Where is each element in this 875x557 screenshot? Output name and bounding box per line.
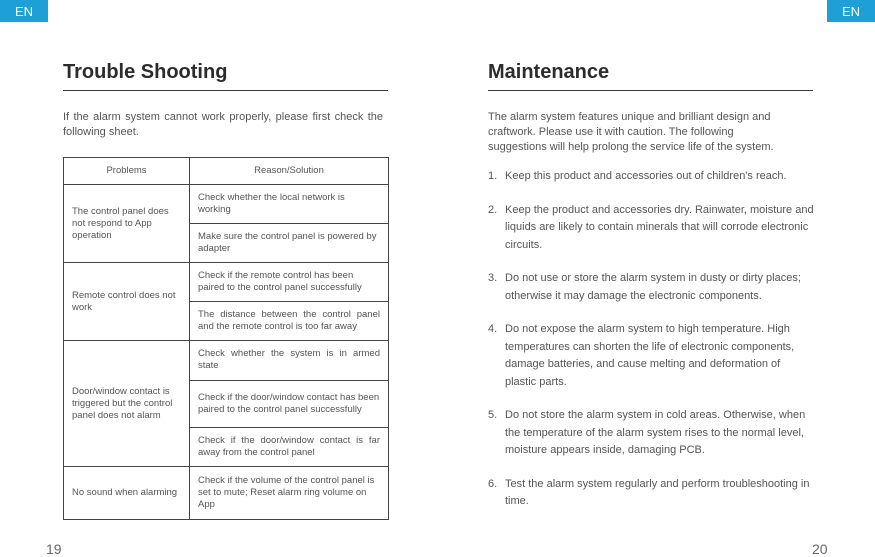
problem-cell: The control panel does not respond to App operation — [64, 185, 190, 263]
list-item — [488, 476, 814, 511]
column-header-reason-solution: Reason/Solution — [190, 158, 389, 185]
title-divider-right — [488, 90, 813, 91]
list-item-text: Test the alarm system regularly and perform troubleshooting in time. — [505, 477, 810, 507]
list-item — [488, 270, 814, 305]
table-row — [64, 263, 389, 302]
column-header-problems: Problems — [64, 158, 190, 185]
maintenance-list — [488, 168, 814, 527]
list-item-number: 4. — [488, 323, 498, 335]
list-item-number: 3. — [488, 272, 498, 284]
list-item-text: Keep the product and accessories dry. Rainwater, moisture and liquids are likely to contain minerals that will corrode electronic circuits. — [505, 203, 814, 251]
list-item-text: Keep this product and accessories out of children's reach. — [505, 170, 787, 182]
problem-cell: Door/window contact is triggered but the control panel does not alarm — [64, 341, 190, 466]
list-item — [488, 202, 814, 255]
list-item — [488, 321, 814, 391]
page-number-right: 20 — [812, 541, 828, 557]
table-row — [64, 341, 389, 380]
list-item — [488, 407, 814, 460]
table-row — [64, 466, 389, 519]
table-row — [64, 185, 389, 224]
language-tab-right: EN — [827, 0, 875, 22]
trouble-shooting-intro: If the alarm system cannot work properly, please first check the following sheet. — [63, 111, 383, 138]
list-item-number: 6. — [488, 477, 498, 490]
title-divider-left — [63, 90, 388, 91]
solution-cell: Check if the door/window contact has been paired to the control panel successfully — [190, 380, 389, 427]
trouble-shooting-title: Trouble Shooting — [63, 61, 228, 83]
trouble-shooting-table — [63, 157, 389, 520]
solution-cell: Make sure the control panel is powered by adapter — [190, 224, 389, 263]
solution-cell: Check whether the system is in armed state — [190, 341, 389, 380]
list-item-text: Do not use or store the alarm system in dusty or dirty places; otherwise it may damage the electronic components. — [505, 272, 801, 302]
list-item-text: Do not store the alarm system in cold areas. Otherwise, when the temperature of the alarm system rises to the normal level, moisture appears inside, damaging PCB. — [505, 409, 806, 456]
list-item — [488, 168, 814, 186]
maintenance-intro: The alarm system features unique and brilliant design and craftwork. Please use it with caution. The following suggestions will help prolong the service life of the system. — [488, 111, 774, 153]
solution-cell: Check if the remote control has been paired to the control panel successfully — [190, 263, 389, 302]
maintenance-title: Maintenance — [488, 61, 610, 83]
language-tab-left: EN — [0, 0, 48, 22]
list-item-number: 1. — [488, 170, 498, 182]
list-item-number: 2. — [488, 203, 498, 216]
solution-cell: Check if the door/window contact is far away from the control panel — [190, 427, 389, 466]
problem-cell: No sound when alarming — [64, 466, 190, 519]
solution-cell: Check if the volume of the control panel is set to mute; Reset alarm ring volume on App — [190, 466, 389, 519]
table-header-row — [64, 158, 389, 185]
list-item-text: Do not expose the alarm system to high temperature. High temperatures can shorten the life of electronic components, damage batteries, and cause melting and deformation of plastic parts. — [505, 323, 795, 388]
problem-cell: Remote control does not work — [64, 263, 190, 341]
solution-cell: Check whether the local network is working — [190, 185, 389, 224]
solution-cell: The distance between the control panel and the remote control is too far away — [190, 302, 389, 341]
page-number-left: 19 — [46, 541, 62, 557]
list-item-number: 5. — [488, 409, 498, 421]
